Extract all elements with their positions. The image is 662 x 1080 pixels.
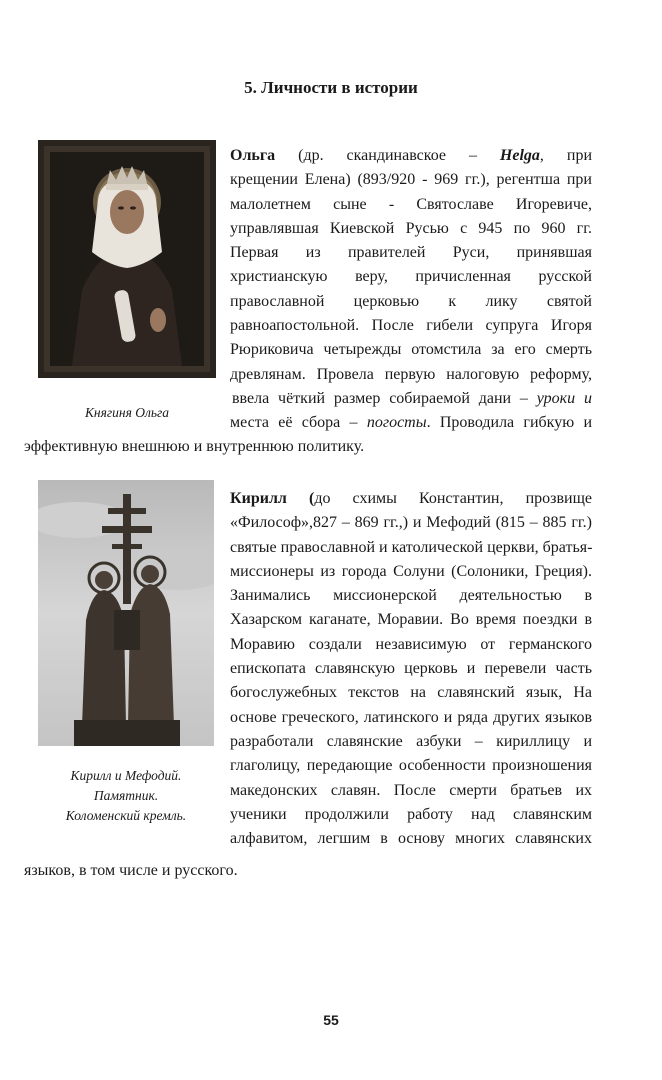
page-title: 5. Личности в истории: [244, 78, 418, 97]
olga-last-line: эффективную внешнюю и внутреннюю политику.: [24, 438, 365, 455]
olga-line-7: православной церковью к лику святой: [230, 292, 592, 310]
figure-caption-olga: Княгиня Ольга: [84, 405, 170, 420]
olga-paragraph: [230, 144, 592, 436]
olga-line-6: христианскую веру, причисленная русской: [230, 268, 592, 286]
kirill-line-10: основе греческого, латинского и ряда других языков: [230, 708, 592, 726]
kirill-line-15: алфавитом, легшим в основу многих славянских: [230, 830, 592, 848]
olga-line-3: малолетнем сыне - Святославе Игоревиче,: [230, 195, 592, 213]
kirill-line-7: Моравию создали независимую от германского: [230, 635, 592, 653]
olga-line-5: Первая из правителей Руси, принявшая: [230, 244, 592, 262]
kirill-line-4: миссионеры из города Солуни (Солоники, Греция).: [230, 562, 592, 580]
kirill-line-9: богослужебных текстов на славянский язык, На: [230, 684, 592, 702]
kirill-name: Кирилл (: [230, 490, 315, 507]
olga-line-9: Рюриковича четырежды отомстила за его смерть: [230, 341, 592, 359]
kirill-line-5: Занимались миссионерской деятельностью в: [230, 587, 592, 605]
kirill-line-1: Кирилл (до схимы Константин, прозвище: [230, 490, 592, 507]
kirill-line-3: святые православной и католической церкви, братья-: [230, 538, 592, 556]
kirill-line-6: Хазарском каганате, Моравии. Во время поездки в: [230, 611, 592, 629]
caption-line-3: Коломенский кремль.: [65, 808, 187, 823]
page-number: 55: [323, 1012, 339, 1028]
caption-line-1: Кирилл и Мефодий.: [70, 768, 182, 783]
kirill-last-line: языков, в том числе и русского.: [24, 862, 238, 879]
olga-line-10: древлянам. Провела первую налоговую реформу,: [230, 365, 592, 383]
kirill-line-12: глаголицу, передающие особенности произношения: [230, 757, 592, 775]
olga-line-4: управлявшая Киевской Русью с 945 по 960 гг.: [230, 219, 592, 237]
kirill-methodius-monument-image: [38, 480, 214, 746]
olga-line-2: крещении Елена) (893/920 - 969 гг.), регентша при: [230, 171, 592, 189]
olga-line-12: места её сбора – погосты. Проводила гибкую и: [230, 414, 592, 432]
kirill-paragraph: [230, 487, 592, 851]
olga-icon-image: [38, 140, 216, 378]
olga-line-1: Ольга (др. скандинавское – Helga, при: [230, 147, 592, 164]
kirill-line-8: епископата славянскую церковь и перевели часть: [230, 660, 592, 678]
kirill-line-13: македонских славян. После смерти братьев их: [230, 781, 592, 799]
olga-line-11: ввела чёткий размер собираемой дани – уроки и: [232, 389, 592, 407]
olga-name: Ольга: [230, 147, 276, 164]
kirill-line-14: ученики продолжили работу над славянским: [230, 805, 592, 823]
caption-line-2: Памятник.: [93, 788, 159, 803]
olga-line-8: равноапостольной. После гибели супруга Игоря: [230, 317, 592, 335]
kirill-line-2: «Философ»,827 – 869 гг.,) и Мефодий (815 – 885 гг.): [230, 514, 592, 532]
kirill-line-11: разработали славянские азбуки – кириллицу и: [230, 732, 592, 750]
figure-caption-kirill: [38, 766, 214, 826]
